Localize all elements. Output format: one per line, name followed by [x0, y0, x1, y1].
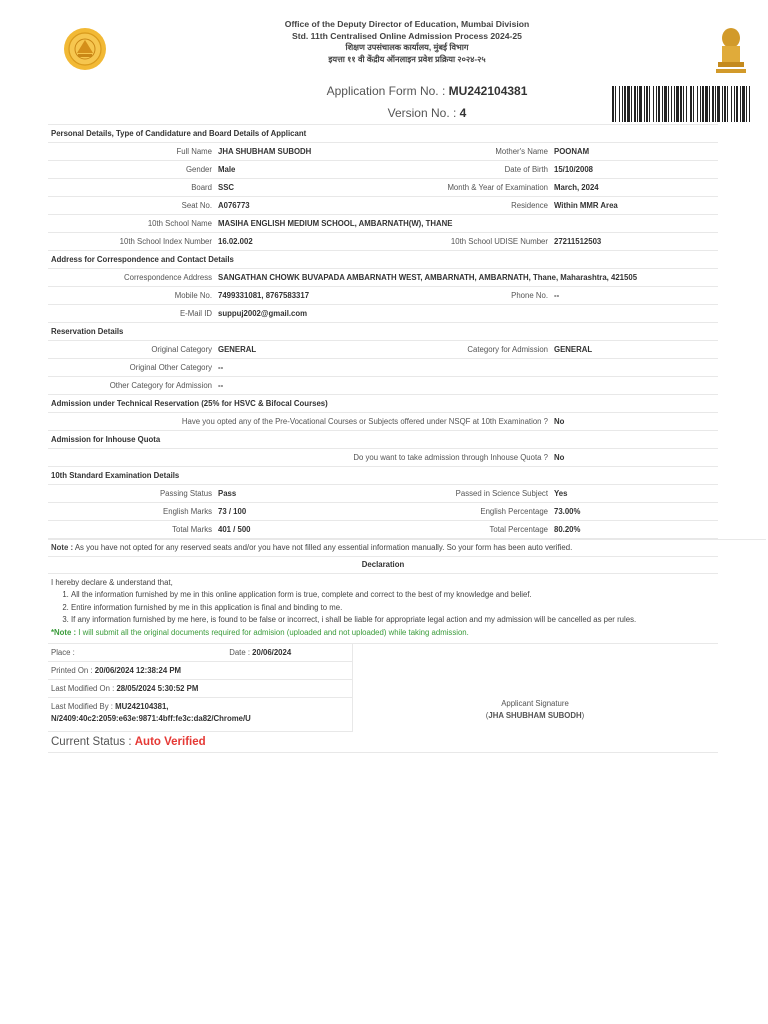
- admission-category-label: Category for Admission: [384, 341, 552, 359]
- total-percentage-value: 80.20%: [552, 521, 718, 539]
- place-label: Place :: [51, 648, 75, 658]
- total-marks-label: Total Marks: [48, 521, 216, 539]
- other-admission-category-label: Other Category for Admission: [48, 377, 216, 395]
- nsqf-question-value: No: [552, 413, 718, 431]
- residence-label: Residence: [384, 197, 552, 215]
- header-office-title-marathi: शिक्षण उपसंचालक कार्यालय, मुंबई विभाग: [345, 43, 469, 52]
- declaration-item: 1. All the information furnished by me in this online application form is true, complete and correct to the best of my knowledge and belief.: [71, 589, 715, 601]
- school-name-label: 10th School Name: [48, 215, 216, 233]
- header-office-title: Office of the Deputy Director of Education, Mumbai Division: [284, 19, 530, 29]
- details-table: [48, 124, 718, 539]
- science-passed-value: Yes: [552, 485, 718, 503]
- place-date-row: [48, 644, 352, 662]
- school-udise-label: 10th School UDISE Number: [384, 233, 552, 251]
- note-text: As you have not opted for any reserved seats and/or you have not filled any essential information manually. So your form has been auto verified.: [74, 543, 573, 552]
- maharashtra-seal-icon: [63, 27, 107, 71]
- exam-month-label: Month & Year of Examination: [384, 179, 552, 197]
- school-index-label: 10th School Index Number: [48, 233, 216, 251]
- declaration-body: [48, 574, 718, 643]
- header-process-title-marathi: इयत्ता ११ वी केंद्रीय ऑनलाइन प्रवेश प्रक्रिया २०२४-२५: [328, 55, 486, 64]
- document-header: [48, 18, 766, 80]
- signature-label: Applicant Signature: [501, 699, 569, 709]
- declaration-note-label: *Note :: [51, 627, 77, 637]
- declaration-item: 2. Entire information furnished by me in this application is final and binding to me.: [71, 602, 715, 614]
- last-modified-row: [48, 680, 352, 698]
- gender-value: Male: [216, 161, 384, 179]
- full-name-label: Full Name: [48, 143, 216, 161]
- seat-no-value: A076773: [216, 197, 384, 215]
- exam-month-value: March, 2024: [552, 179, 718, 197]
- board-value: SSC: [216, 179, 384, 197]
- science-passed-label: Passed in Science Subject: [384, 485, 552, 503]
- printed-on-label: Printed On :: [51, 666, 93, 676]
- current-status-value: Auto Verified: [134, 736, 206, 749]
- section-reservation: Reservation Details: [48, 323, 718, 341]
- seat-no-label: Seat No.: [48, 197, 216, 215]
- current-status-label: Current Status :: [51, 736, 132, 749]
- total-percentage-label: Total Percentage: [384, 521, 552, 539]
- date-label: Date :: [229, 648, 250, 658]
- original-other-category-value: --: [216, 359, 718, 377]
- mobile-label: Mobile No.: [48, 287, 216, 305]
- declaration-list: [51, 589, 715, 626]
- signature-block: [48, 643, 718, 732]
- national-emblem-icon: [711, 24, 751, 76]
- date-value: 20/06/2024: [252, 648, 292, 658]
- passing-status-label: Passing Status: [48, 485, 216, 503]
- email-value: suppuj2002@gmail.com: [216, 305, 718, 323]
- board-label: Board: [48, 179, 216, 197]
- residence-value: Within MMR Area: [552, 197, 718, 215]
- total-marks-value: 401 / 500: [216, 521, 384, 539]
- last-modified-by-row: [48, 698, 352, 732]
- phone-label: Phone No.: [384, 287, 552, 305]
- passing-status-value: Pass: [216, 485, 384, 503]
- original-category-label: Original Category: [48, 341, 216, 359]
- school-index-value: 16.02.002: [216, 233, 384, 251]
- printed-on-value: 20/06/2024 12:38:24 PM: [94, 666, 182, 676]
- version-number: 4: [459, 106, 467, 120]
- mother-name-value: POONAM: [552, 143, 718, 161]
- declaration-note: [51, 627, 715, 639]
- nsqf-question-label: Have you opted any of the Pre-Vocational Courses or Subjects offered under NSQF at 10th Examination ?: [48, 413, 552, 431]
- section-technical-reservation: Admission under Technical Reservation (25% for HSVC & Bifocal Courses): [48, 395, 718, 413]
- phone-value: --: [552, 287, 718, 305]
- school-udise-value: 27211512503: [552, 233, 718, 251]
- last-modified-by-value: MU242104381,: [115, 702, 169, 712]
- last-modified-value: 28/05/2024 5:30:52 PM: [116, 684, 199, 694]
- application-form-page: [48, 0, 766, 753]
- school-name-value: MASIHA ENGLISH MEDIUM SCHOOL, AMBARNATH(W), THANE: [216, 215, 718, 233]
- header-process-title: Std. 11th Centralised Online Admission Process 2024-25: [292, 31, 522, 41]
- declaration-title: Declaration: [48, 556, 718, 574]
- signature-name: JHA SHUBHAM SUBODH: [488, 711, 582, 721]
- printed-on-row: [48, 662, 352, 680]
- dob-label: Date of Birth: [384, 161, 552, 179]
- section-exam-details: 10th Standard Examination Details: [48, 467, 718, 485]
- declaration-intro: I hereby declare & understand that,: [51, 578, 173, 587]
- other-admission-category-value: --: [216, 377, 718, 395]
- english-percentage-label: English Percentage: [384, 503, 552, 521]
- inhouse-question-value: No: [552, 449, 718, 467]
- section-address: Address for Correspondence and Contact Details: [48, 251, 718, 269]
- section-personal-details: Personal Details, Type of Candidature and Board Details of Applicant: [48, 125, 718, 143]
- inhouse-question-label: Do you want to take admission through Inhouse Quota ?: [48, 449, 552, 467]
- last-modified-label: Last Modified On :: [51, 684, 115, 694]
- last-modified-by-agent: N/2409:40c2:2059:e63e:9871:4bff:fe3c:da82/Chrome/U: [51, 714, 251, 724]
- mother-name-label: Mother's Name: [384, 143, 552, 161]
- version-label: Version No. :: [387, 106, 457, 120]
- current-status: [48, 732, 718, 753]
- english-marks-label: English Marks: [48, 503, 216, 521]
- full-name-value: JHA SHUBHAM SUBODH: [216, 143, 384, 161]
- applicant-signature: Applicant Signature (JHA SHUBHAM SUBODH): [352, 698, 718, 722]
- original-other-category-label: Original Other Category: [48, 359, 216, 377]
- barcode-icon: [612, 86, 752, 122]
- last-modified-by-label: Last Modified By :: [51, 702, 113, 712]
- original-category-value: GENERAL: [216, 341, 384, 359]
- email-label: E-Mail ID: [48, 305, 216, 323]
- auto-verified-note: [48, 539, 766, 556]
- admission-category-value: GENERAL: [552, 341, 718, 359]
- english-marks-value: 73 / 100: [216, 503, 384, 521]
- application-form-number: MU242104381: [448, 84, 528, 98]
- english-percentage-value: 73.00%: [552, 503, 718, 521]
- note-label: Note :: [51, 543, 74, 552]
- dob-value: 15/10/2008: [552, 161, 718, 179]
- application-form-label: Application Form No. :: [326, 84, 446, 98]
- declaration-note-text: I will submit all the original documents required for admision (uploaded and not uploaded) while taking admission.: [78, 627, 469, 637]
- gender-label: Gender: [48, 161, 216, 179]
- declaration-item: 3. If any information furnished by me here, is found to be false or incorrect, i shall be liable for appropriate legal action and my admission will be cancelled as per rules.: [71, 614, 715, 626]
- section-inhouse-quota: Admission for Inhouse Quota: [48, 431, 718, 449]
- correspondence-address-value: SANGATHAN CHOWK BUVAPADA AMBARNATH WEST, AMBARNATH, AMBARNATH, Thane, Maharashtra, 421505: [216, 269, 718, 287]
- correspondence-address-label: Correspondence Address: [48, 269, 216, 287]
- mobile-value: 7499331081, 8767583317: [216, 287, 384, 305]
- form-number-block: [48, 80, 766, 124]
